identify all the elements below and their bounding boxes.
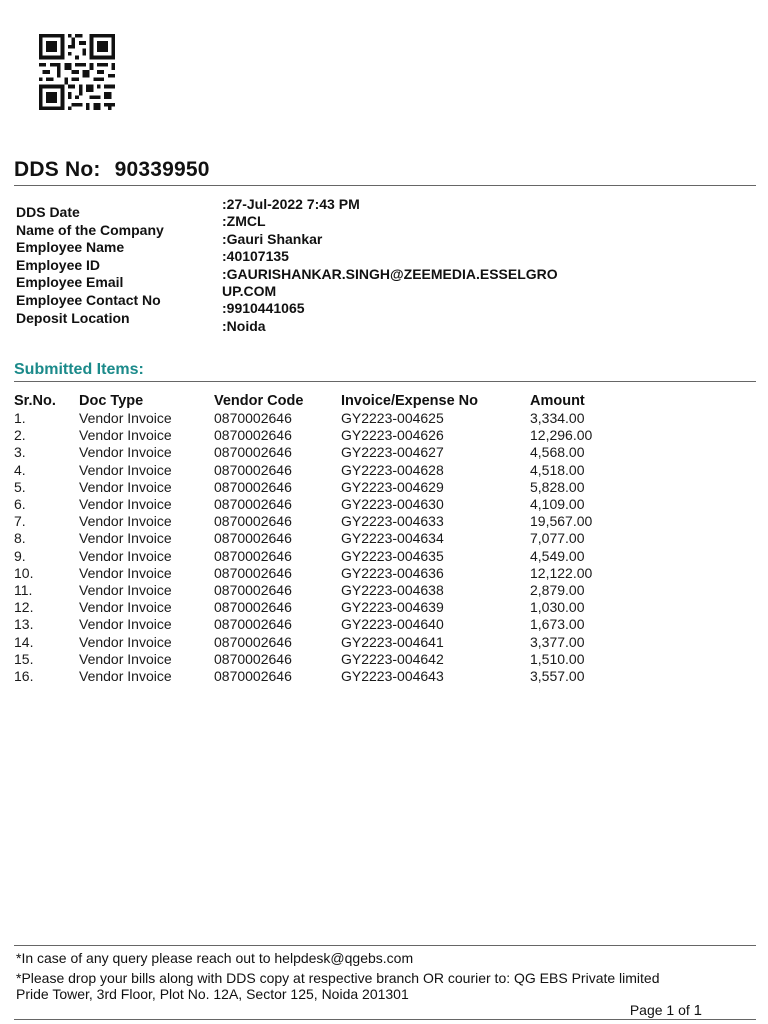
cell-doc-type: Vendor Invoice — [79, 650, 172, 667]
cell-invoice-no: GY2223-004625 — [341, 410, 444, 426]
cell-amount: 1,030.00 — [530, 599, 585, 616]
cell-amount: 3,557.00 — [530, 668, 585, 685]
table-row — [14, 582, 630, 599]
cell-amount: 19,567.00 — [530, 513, 593, 530]
cell-invoice-no: GY2223-004635 — [341, 547, 444, 564]
table-row — [14, 496, 630, 513]
page-number-label: Page 1 of — [629, 1002, 690, 1018]
footer-address: Pride Tower, 3rd Floor, Plot No. 12A, Sector 125, Noida 201301 — [16, 986, 409, 1002]
dds-number-heading — [14, 158, 210, 182]
cell-vendor-code: 0870002646 — [214, 427, 292, 444]
cell-vendor-code: 0870002646 — [214, 616, 292, 633]
header-divider — [14, 185, 756, 186]
table-row — [14, 565, 630, 582]
bottom-divider — [14, 1019, 756, 1020]
col-header-amount: Amount — [530, 393, 585, 409]
cell-vendor-code: 0870002646 — [214, 513, 292, 530]
info-label-deposit-location: Deposit Location — [16, 309, 130, 326]
cell-vendor-code: 0870002646 — [214, 410, 292, 426]
cell-sr-no: 4. — [14, 461, 26, 478]
dds-number-value: 90339950 — [114, 158, 210, 181]
cell-amount: 3,377.00 — [530, 633, 585, 650]
cell-doc-type: Vendor Invoice — [79, 461, 172, 478]
cell-vendor-code: 0870002646 — [214, 530, 292, 547]
info-value-deposit-location: :Noida — [222, 317, 266, 334]
table-row — [14, 513, 630, 530]
cell-vendor-code: 0870002646 — [214, 668, 292, 685]
submitted-divider — [14, 381, 756, 382]
info-value-employee-email: :GAURISHANKAR.SINGH@ZEEMEDIA.ESSELGRO — [222, 265, 558, 282]
cell-sr-no: 8. — [14, 530, 26, 547]
cell-doc-type: Vendor Invoice — [79, 513, 172, 530]
page-number-total: 1 — [693, 1002, 702, 1019]
cell-sr-no: 14. — [14, 633, 34, 650]
info-label-contact-no: Employee Contact No — [16, 291, 161, 308]
table-row — [14, 599, 630, 616]
table-row — [14, 479, 630, 496]
cell-invoice-no: GY2223-004634 — [341, 530, 444, 547]
table-row — [14, 634, 630, 651]
info-label-company: Name of the Company — [16, 221, 164, 238]
table-row — [14, 548, 630, 565]
cell-sr-no: 13. — [14, 616, 34, 633]
info-value-contact-no: :9910441065 — [222, 300, 305, 317]
table-row — [14, 616, 630, 633]
cell-sr-no: 6. — [14, 496, 26, 513]
cell-amount: 12,296.00 — [530, 427, 593, 444]
table-header-row — [14, 392, 630, 410]
cell-vendor-code: 0870002646 — [214, 547, 292, 564]
cell-sr-no: 2. — [14, 427, 26, 444]
cell-sr-no: 10. — [14, 564, 34, 581]
cell-amount: 4,549.00 — [530, 547, 585, 564]
info-value-employee-name: :Gauri Shankar — [222, 230, 323, 247]
cell-amount: 4,109.00 — [530, 496, 585, 513]
cell-invoice-no: GY2223-004636 — [341, 564, 444, 581]
cell-invoice-no: GY2223-004641 — [341, 633, 444, 650]
page-number — [630, 1002, 702, 1019]
table-row — [14, 530, 630, 547]
cell-sr-no: 3. — [14, 444, 26, 461]
cell-amount: 5,828.00 — [530, 478, 585, 495]
cell-sr-no: 5. — [14, 478, 26, 495]
cell-amount: 2,879.00 — [530, 582, 585, 599]
cell-amount: 1,510.00 — [530, 650, 585, 667]
cell-doc-type: Vendor Invoice — [79, 668, 172, 685]
col-header-sr-no: Sr.No. — [14, 393, 56, 409]
cell-doc-type: Vendor Invoice — [79, 444, 172, 461]
cell-sr-no: 12. — [14, 599, 34, 616]
cell-invoice-no: GY2223-004643 — [341, 668, 444, 685]
cell-sr-no: 11. — [14, 582, 33, 599]
footer-courier-note: *Please drop your bills along with DDS copy at respective branch OR courier to: QG EBS Private limited — [16, 970, 660, 986]
info-label-employee-email: Employee Email — [16, 274, 124, 291]
cell-invoice-no: GY2223-004638 — [341, 582, 444, 599]
footer-divider — [14, 945, 756, 946]
cell-vendor-code: 0870002646 — [214, 444, 292, 461]
cell-amount: 4,568.00 — [530, 444, 585, 461]
cell-invoice-no: GY2223-004633 — [341, 513, 444, 530]
cell-doc-type: Vendor Invoice — [79, 547, 172, 564]
cell-doc-type: Vendor Invoice — [79, 564, 172, 581]
submitted-items-title: Submitted Items: — [14, 361, 144, 378]
cell-doc-type: Vendor Invoice — [79, 427, 172, 444]
table-row — [14, 410, 630, 427]
cell-sr-no: 9. — [14, 547, 26, 564]
cell-sr-no: 16. — [14, 668, 34, 685]
cell-invoice-no: GY2223-004629 — [341, 478, 444, 495]
submitted-items-table — [14, 392, 630, 685]
cell-amount: 4,518.00 — [530, 461, 585, 478]
cell-invoice-no: GY2223-004626 — [341, 427, 444, 444]
cell-doc-type: Vendor Invoice — [79, 410, 172, 426]
info-value-dds-date: :27-Jul-2022 7:43 PM — [222, 196, 360, 212]
cell-sr-no: 15. — [14, 650, 34, 667]
cell-doc-type: Vendor Invoice — [79, 633, 172, 650]
cell-sr-no: 1. — [14, 410, 26, 426]
cell-vendor-code: 0870002646 — [214, 599, 292, 616]
info-value-company: :ZMCL — [222, 213, 266, 230]
cell-invoice-no: GY2223-004640 — [341, 616, 444, 633]
cell-doc-type: Vendor Invoice — [79, 496, 172, 513]
col-header-invoice-no: Invoice/Expense No — [341, 393, 478, 409]
table-row — [14, 427, 630, 444]
cell-sr-no: 7. — [14, 513, 26, 530]
col-header-vendor-code: Vendor Code — [214, 393, 304, 409]
cell-invoice-no: GY2223-004627 — [341, 444, 444, 461]
cell-vendor-code: 0870002646 — [214, 564, 292, 581]
col-header-doc-type: Doc Type — [79, 393, 144, 409]
cell-amount: 12,122.00 — [530, 564, 593, 581]
cell-amount: 3,334.00 — [530, 410, 585, 426]
cell-invoice-no: GY2223-004628 — [341, 461, 444, 478]
cell-invoice-no: GY2223-004639 — [341, 599, 444, 616]
cell-amount: 7,077.00 — [530, 530, 585, 547]
cell-vendor-code: 0870002646 — [214, 650, 292, 667]
info-label-employee-id: Employee ID — [16, 256, 101, 273]
cell-amount: 1,673.00 — [530, 616, 585, 633]
table-body — [14, 410, 630, 685]
qr-code-icon — [36, 34, 118, 110]
cell-doc-type: Vendor Invoice — [79, 530, 172, 547]
info-values — [222, 196, 612, 335]
table-row — [14, 651, 630, 668]
info-label-dds-date: DDS Date — [16, 204, 80, 220]
cell-doc-type: Vendor Invoice — [79, 582, 172, 599]
table-row — [14, 462, 630, 479]
cell-invoice-no: GY2223-004642 — [341, 650, 444, 667]
info-labels — [16, 204, 164, 327]
cell-vendor-code: 0870002646 — [214, 478, 292, 495]
dds-number-label: DDS No: — [14, 158, 101, 181]
cell-vendor-code: 0870002646 — [214, 496, 292, 513]
cell-doc-type: Vendor Invoice — [79, 478, 172, 495]
cell-doc-type: Vendor Invoice — [79, 616, 172, 633]
info-value-employee-id: :40107135 — [222, 248, 289, 265]
cell-vendor-code: 0870002646 — [214, 582, 292, 599]
info-value-employee-email-cont: UP.COM — [222, 283, 277, 300]
cell-vendor-code: 0870002646 — [214, 461, 292, 478]
cell-vendor-code: 0870002646 — [214, 633, 292, 650]
cell-doc-type: Vendor Invoice — [79, 599, 172, 616]
table-row — [14, 668, 630, 685]
info-label-employee-name: Employee Name — [16, 239, 125, 256]
cell-invoice-no: GY2223-004630 — [341, 496, 444, 513]
footer-query-note: *In case of any query please reach out to helpdesk@qgebs.com — [16, 950, 414, 966]
table-row — [14, 444, 630, 461]
